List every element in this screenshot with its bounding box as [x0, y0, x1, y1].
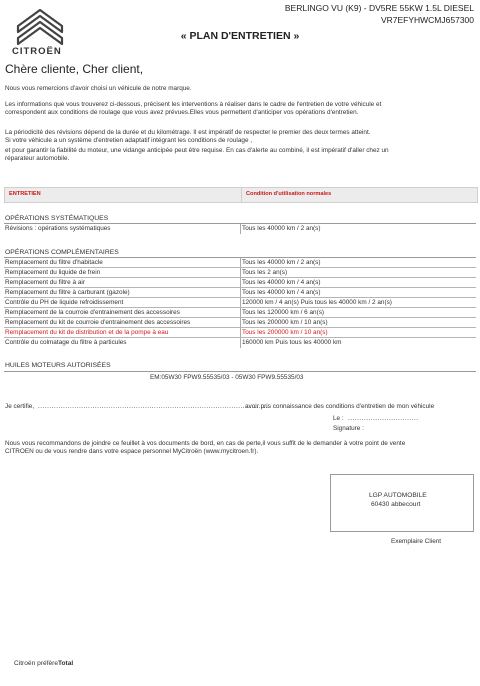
vehicle-model: BERLINGO VU (K9) - DV5RE 55KW 1.5L DIESEL	[284, 3, 474, 13]
table-row	[4, 278, 476, 288]
closing-line2: CITROEN ou de vous rendre dans votre espace personnel MyCitroën (www.mycitroen.fr).	[5, 448, 259, 455]
oils-value: EM:05W30 FPW9.55535/03 - 05W30 FPW9.55535/03	[150, 374, 304, 381]
divider	[4, 371, 476, 372]
vehicle-vin: VR7EFYHWCMJ657300	[380, 15, 474, 25]
para1-line2: correspondent aux conditions de roulage que vous avez prévues.Elles vous permettent d'anticiper vos opérations d'entretien.	[5, 109, 359, 116]
systematic-rows	[4, 224, 476, 234]
operation-cell: Remplacement du kit de distribution et de la pompe à eau	[5, 329, 169, 336]
para2-line2: Si votre véhicule a un système d'entretien adaptatif intégrant les conditions de roulage ,	[5, 137, 253, 144]
table-row-highlighted	[4, 328, 476, 338]
table-row	[4, 298, 476, 308]
greeting: Chère cliente, Cher client,	[5, 62, 144, 76]
brand-name: CITROËN	[12, 46, 62, 57]
systematic-title: OPÉRATIONS SYSTÉMATIQUES	[5, 215, 109, 222]
table-row	[4, 258, 476, 268]
certify-left: Je certifie,	[5, 403, 35, 410]
operation-cell: Remplacement du liquide de frein	[5, 269, 101, 276]
frequency-cell: Tous les 200000 km / 10 an(s)	[242, 319, 328, 326]
operation-cell: Remplacement du filtre d'habitacle	[5, 259, 103, 266]
copy-label: Exemplaire Client	[391, 538, 442, 545]
footer	[14, 660, 73, 667]
table-row	[4, 308, 476, 318]
certify-dots: ......................................................................................................	[38, 403, 271, 410]
date-label: Le :	[333, 415, 344, 422]
footer-prefix: Citroën préfère	[14, 660, 58, 667]
closing-line1: Nous vous recommandons de joindre ce feuillet à vos documents de bord, en cas de perte,il vous suffit de le demander à votre point de vente	[5, 440, 406, 447]
para2-line3: et pour garantir la fiabilité du moteur, une vidange anticipée peut être requise. En cas d'alerte au combiné, il est impératif d'aller chez un	[5, 147, 389, 154]
page-title: « PLAN D'ENTRETIEN »	[180, 30, 300, 42]
operation-cell: Remplacement du kit de courroie d'entrainement des accessoires	[5, 319, 191, 326]
date-dots: ...............................	[348, 415, 419, 422]
signature-label: Signature :	[333, 425, 364, 432]
table-header	[4, 187, 478, 203]
operation-cell: Remplacement du filtre à air	[5, 279, 85, 286]
frequency-cell: 120000 km / 4 an(s) Puis tous les 40000 km / 2 an(s)	[242, 299, 392, 306]
dealer-address: 60430 abbecourt	[371, 501, 421, 508]
oils-title: HUILES MOTEURS AUTORISÉES	[5, 362, 111, 369]
operation-cell: Révisions : opérations systématiques	[5, 225, 111, 232]
dealer-box	[330, 474, 474, 532]
frequency-cell: Tous les 120000 km / 6 an(s)	[242, 309, 325, 316]
para1-line1: Les informations que vous trouverez ci-dessous, précisent les interventions à réaliser dans le cadre de l'entretien de votre véhicule et	[5, 101, 382, 108]
frequency-cell: Tous les 40000 km / 4 an(s)	[242, 289, 321, 296]
intro-text: Nous vous remercions d'avoir choisi un véhicule de notre marque.	[5, 85, 192, 92]
operation-cell: Contrôle du PH de liquide refroidissement	[5, 299, 124, 306]
table-row	[4, 224, 476, 234]
para2-line1: La périodicité des révisions dépend de la durée et du kilométrage. Il est impératif de respecter le premier des deux termes atteint.	[5, 129, 371, 136]
frequency-cell: Tous les 40000 km / 2 an(s)	[242, 259, 321, 266]
frequency-cell: 160000 km Puis tous les 40000 km	[242, 339, 342, 346]
complementary-title: OPÉRATIONS COMPLÉMENTAIRES	[5, 249, 119, 256]
footer-brand: Total	[57, 660, 74, 667]
operation-cell: Remplacement du filtre à carburant (gazole)	[5, 289, 130, 296]
certify-right: avoir pris connaissance des conditions d'entretien de mon véhicule	[245, 403, 435, 410]
frequency-cell: Tous les 2 an(s)	[242, 269, 288, 276]
operation-cell: Contrôle du colmatage du filtre à particules	[5, 339, 127, 346]
table-row	[4, 338, 476, 348]
para2-line4: réparateur automobile.	[5, 155, 70, 162]
frequency-cell: Tous les 200000 km / 10 an(s)	[242, 329, 328, 336]
header-conditions: Condition d'utilisation normales	[246, 191, 332, 197]
frequency-cell: Tous les 40000 km / 2 an(s)	[242, 225, 321, 232]
frequency-cell: Tous les 40000 km / 4 an(s)	[242, 279, 321, 286]
dealer-name: LGP AUTOMOBILE	[369, 492, 427, 499]
table-row	[4, 288, 476, 298]
header-entretien: ENTRETIEN	[9, 191, 41, 197]
operation-cell: Remplacement de la courroie d'entrainement des accessoires	[5, 309, 180, 316]
complementary-rows	[4, 258, 476, 348]
table-row	[4, 318, 476, 328]
table-row	[4, 268, 476, 278]
